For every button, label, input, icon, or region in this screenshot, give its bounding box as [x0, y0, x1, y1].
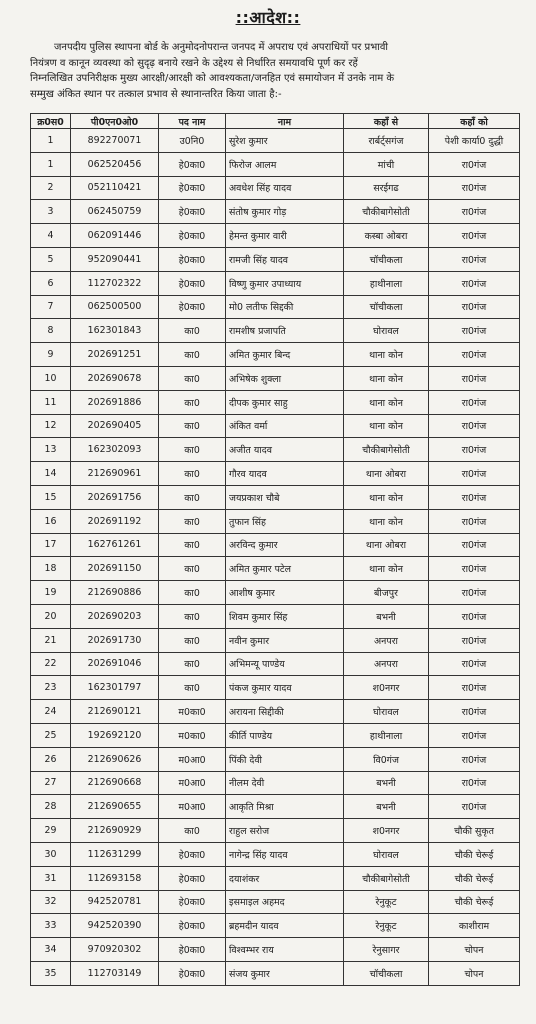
header-from: कहाँ से — [344, 114, 429, 129]
cell-to: रा0गंज — [429, 414, 520, 438]
cell-to: चोपन — [429, 961, 520, 985]
cell-from: रार्बर्ट्सगंज — [344, 129, 429, 153]
cell-name: मो0 लतीफ सिद्दकी — [226, 295, 344, 319]
table-row — [31, 795, 520, 819]
cell-name: अरविन्द कुमार — [226, 533, 344, 557]
table-row — [31, 604, 520, 628]
cell-name: अमित कुमार बिन्द — [226, 343, 344, 367]
cell-to: चौकी चेरूई — [429, 842, 520, 866]
cell-serial-no: 22 — [31, 652, 71, 676]
cell-serial-no: 33 — [31, 914, 71, 938]
table-row — [31, 319, 520, 343]
header-to: कहाँ को — [429, 114, 520, 129]
table-row — [31, 485, 520, 509]
table-row — [31, 676, 520, 700]
table-row — [31, 938, 520, 962]
cell-name: राहुल सरोज — [226, 819, 344, 843]
table-body — [31, 129, 520, 986]
cell-from: कस्बा ओबरा — [344, 224, 429, 248]
cell-name: तुफान सिंह — [226, 509, 344, 533]
cell-name: संजय कुमार — [226, 961, 344, 985]
cell-rank: हे0का0 — [159, 271, 226, 295]
cell-serial-no: 6 — [31, 271, 71, 295]
cell-rank: का0 — [159, 390, 226, 414]
intro-line: जनपदीय पुलिस स्थापना बोर्ड के अनुमोदनोपरान्त जनपद में अपराध एवं अपराधियों पर प्रभावी — [54, 42, 389, 53]
cell-name: अरायना सिद्दीकी — [226, 700, 344, 724]
cell-rank: म0आ0 — [159, 771, 226, 795]
cell-serial-no: 29 — [31, 819, 71, 843]
cell-name: रामशीष प्रजापति — [226, 319, 344, 343]
cell-from: बभनी — [344, 604, 429, 628]
cell-to: रा0गंज — [429, 676, 520, 700]
cell-serial-no: 15 — [31, 485, 71, 509]
cell-from: रेनुसागर — [344, 938, 429, 962]
cell-name: पिंकी देवी — [226, 747, 344, 771]
cell-from: चॉचीकला — [344, 961, 429, 985]
cell-serial-no: 11 — [31, 390, 71, 414]
cell-serial-no: 26 — [31, 747, 71, 771]
cell-from: श0नगर — [344, 819, 429, 843]
cell-name: अंकित वर्मा — [226, 414, 344, 438]
cell-to: रा0गंज — [429, 771, 520, 795]
cell-from: घोरावल — [344, 700, 429, 724]
cell-serial-no: 30 — [31, 842, 71, 866]
cell-name: विश्वम्भर राय — [226, 938, 344, 962]
cell-serial-no: 31 — [31, 866, 71, 890]
cell-name: हेमन्त कुमार वारी — [226, 224, 344, 248]
cell-rank: का0 — [159, 819, 226, 843]
cell-serial-no: 5 — [31, 247, 71, 271]
cell-pno: 952090441 — [71, 247, 159, 271]
cell-name: आकृति मिश्रा — [226, 795, 344, 819]
cell-serial-no: 27 — [31, 771, 71, 795]
cell-to: रा0गंज — [429, 438, 520, 462]
table-row — [31, 176, 520, 200]
cell-from: चौकीबागेसोती — [344, 438, 429, 462]
cell-from: वि0गंज — [344, 747, 429, 771]
table-row — [31, 438, 520, 462]
cell-to: रा0गंज — [429, 295, 520, 319]
cell-rank: का0 — [159, 485, 226, 509]
header-rank: पद नाम — [159, 114, 226, 129]
table-row — [31, 819, 520, 843]
cell-name: शिवम कुमार सिंह — [226, 604, 344, 628]
cell-to: रा0गंज — [429, 509, 520, 533]
cell-pno: 202691756 — [71, 485, 159, 509]
table-row — [31, 390, 520, 414]
cell-pno: 112631299 — [71, 842, 159, 866]
cell-to: पेशी कार्या0 दुद्धी — [429, 129, 520, 153]
cell-pno: 202691886 — [71, 390, 159, 414]
order-title: ::आदेश:: — [235, 8, 301, 27]
cell-name: सुरेश कुमार — [226, 129, 344, 153]
cell-name: फिरोज आलम — [226, 152, 344, 176]
cell-to: रा0गंज — [429, 271, 520, 295]
cell-to: रा0गंज — [429, 462, 520, 486]
cell-from: घोरावल — [344, 842, 429, 866]
cell-from: मांची — [344, 152, 429, 176]
cell-rank: हे0का0 — [159, 200, 226, 224]
cell-name: जयप्रकाश चौबे — [226, 485, 344, 509]
cell-serial-no: 7 — [31, 295, 71, 319]
cell-rank: का0 — [159, 533, 226, 557]
cell-rank: का0 — [159, 557, 226, 581]
cell-pno: 212690626 — [71, 747, 159, 771]
cell-to: रा0गंज — [429, 604, 520, 628]
cell-pno: 112693158 — [71, 866, 159, 890]
cell-pno: 202690203 — [71, 604, 159, 628]
cell-to: रा0गंज — [429, 581, 520, 605]
cell-rank: हे0का0 — [159, 247, 226, 271]
cell-serial-no: 35 — [31, 961, 71, 985]
table-header-row — [31, 114, 520, 129]
table-row — [31, 152, 520, 176]
cell-pno: 162301797 — [71, 676, 159, 700]
cell-serial-no: 17 — [31, 533, 71, 557]
cell-name: अभिषेक शुक्ला — [226, 366, 344, 390]
transfer-table — [30, 113, 520, 986]
cell-serial-no: 9 — [31, 343, 71, 367]
table-row — [31, 842, 520, 866]
cell-rank: उ0नि0 — [159, 129, 226, 153]
cell-rank: हे0का0 — [159, 152, 226, 176]
cell-to: रा0गंज — [429, 557, 520, 581]
cell-pno: 202691251 — [71, 343, 159, 367]
cell-rank: हे0का0 — [159, 842, 226, 866]
cell-to: रा0गंज — [429, 533, 520, 557]
cell-from: थाना ओबरा — [344, 462, 429, 486]
cell-rank: का0 — [159, 628, 226, 652]
cell-pno: 202690678 — [71, 366, 159, 390]
cell-rank: का0 — [159, 676, 226, 700]
cell-pno: 062091446 — [71, 224, 159, 248]
cell-rank: हे0का0 — [159, 866, 226, 890]
cell-to: रा0गंज — [429, 176, 520, 200]
cell-serial-no: 3 — [31, 200, 71, 224]
cell-serial-no: 25 — [31, 723, 71, 747]
cell-from: थाना कोन — [344, 557, 429, 581]
cell-pno: 942520781 — [71, 890, 159, 914]
cell-rank: का0 — [159, 509, 226, 533]
cell-from: चॉचीकला — [344, 295, 429, 319]
cell-name: अजीत यादव — [226, 438, 344, 462]
cell-name: संतोष कुमार गोड़ — [226, 200, 344, 224]
cell-rank: हे0का0 — [159, 938, 226, 962]
cell-pno: 942520390 — [71, 914, 159, 938]
cell-serial-no: 14 — [31, 462, 71, 486]
cell-from: चौकीबागेसोती — [344, 866, 429, 890]
order-intro-paragraph — [30, 40, 520, 102]
cell-from: बभनी — [344, 771, 429, 795]
cell-to: रा0गंज — [429, 485, 520, 509]
cell-serial-no: 24 — [31, 700, 71, 724]
table-row — [31, 961, 520, 985]
cell-to: रा0गंज — [429, 652, 520, 676]
table-row — [31, 224, 520, 248]
cell-name: गौरव यादव — [226, 462, 344, 486]
cell-rank: हे0का0 — [159, 176, 226, 200]
header-name: नाम — [226, 114, 344, 129]
cell-name: विष्णु कुमार उपाध्याय — [226, 271, 344, 295]
table-row — [31, 200, 520, 224]
cell-to: रा0गंज — [429, 343, 520, 367]
cell-pno: 192692120 — [71, 723, 159, 747]
header-pno: पी0एन0ओ0 — [71, 114, 159, 129]
cell-pno: 062450759 — [71, 200, 159, 224]
cell-name: इसमाइल अहमद — [226, 890, 344, 914]
cell-name: दीपक कुमार साहु — [226, 390, 344, 414]
cell-serial-no: 34 — [31, 938, 71, 962]
cell-to: रा0गंज — [429, 747, 520, 771]
cell-from: रेनुकूट — [344, 914, 429, 938]
intro-line: सम्मुख अंकित स्थान पर तत्काल प्रभाव से स्थानान्तरित किया जाता है:- — [30, 88, 282, 100]
cell-from: थाना कोन — [344, 390, 429, 414]
table-row — [31, 533, 520, 557]
table-row — [31, 866, 520, 890]
cell-rank: का0 — [159, 652, 226, 676]
table-row — [31, 129, 520, 153]
cell-serial-no: 12 — [31, 414, 71, 438]
cell-rank: हे0का0 — [159, 961, 226, 985]
table-row — [31, 557, 520, 581]
cell-to: रा0गंज — [429, 224, 520, 248]
cell-serial-no: 16 — [31, 509, 71, 533]
table-row — [31, 723, 520, 747]
cell-to: चौकी चेरूई — [429, 890, 520, 914]
cell-pno: 162761261 — [71, 533, 159, 557]
cell-name: ब्रहमदीन यादव — [226, 914, 344, 938]
table-row — [31, 700, 520, 724]
header-serial-no: क्र0स0 — [31, 114, 71, 129]
cell-pno: 202691192 — [71, 509, 159, 533]
cell-rank: म0आ0 — [159, 795, 226, 819]
cell-serial-no: 23 — [31, 676, 71, 700]
cell-from: घोरावल — [344, 319, 429, 343]
cell-rank: हे0का0 — [159, 914, 226, 938]
cell-from: बीजपुर — [344, 581, 429, 605]
cell-pno: 212690655 — [71, 795, 159, 819]
cell-rank: का0 — [159, 414, 226, 438]
cell-pno: 202690405 — [71, 414, 159, 438]
intro-line: निम्नलिखित उपनिरीक्षक मुख्य आरक्षी/आरक्षी को आवश्यकता/जनहित एवं समायोजन में उनके नाम के — [30, 73, 395, 85]
table-row — [31, 747, 520, 771]
table-row — [31, 890, 520, 914]
cell-pno: 212690961 — [71, 462, 159, 486]
cell-name: दयाशंकर — [226, 866, 344, 890]
cell-name: अभिमन्यू पाण्डेय — [226, 652, 344, 676]
cell-from: हाथीनाला — [344, 723, 429, 747]
cell-rank: म0का0 — [159, 700, 226, 724]
cell-pno: 970920302 — [71, 938, 159, 962]
cell-to: चौकी चेरूई — [429, 866, 520, 890]
cell-to: रा0गंज — [429, 152, 520, 176]
table-row — [31, 247, 520, 271]
cell-pno: 162301843 — [71, 319, 159, 343]
cell-rank: का0 — [159, 366, 226, 390]
cell-from: अनपरा — [344, 628, 429, 652]
cell-from: थाना कोन — [344, 509, 429, 533]
table-row — [31, 414, 520, 438]
cell-serial-no: 2 — [31, 176, 71, 200]
cell-from: थाना कोन — [344, 366, 429, 390]
cell-to: रा0गंज — [429, 628, 520, 652]
intro-line: नियंत्रण व कानून व्यवस्था को सुदृढ़ बनाये रखने के उद्देश्य से निर्धारित समयावधि पूर्ण कर रहें — [30, 57, 358, 69]
cell-pno: 212690121 — [71, 700, 159, 724]
cell-rank: म0आ0 — [159, 747, 226, 771]
cell-pno: 062520456 — [71, 152, 159, 176]
table-row — [31, 462, 520, 486]
cell-name: अमित कुमार पटेल — [226, 557, 344, 581]
table-row — [31, 652, 520, 676]
cell-serial-no: 18 — [31, 557, 71, 581]
cell-from: चॉचीकला — [344, 247, 429, 271]
cell-rank: म0का0 — [159, 723, 226, 747]
cell-from: बभनी — [344, 795, 429, 819]
cell-pno: 062500500 — [71, 295, 159, 319]
table-row — [31, 366, 520, 390]
cell-pno: 202691730 — [71, 628, 159, 652]
cell-serial-no: 21 — [31, 628, 71, 652]
cell-to: रा0गंज — [429, 366, 520, 390]
cell-to: रा0गंज — [429, 795, 520, 819]
cell-serial-no: 13 — [31, 438, 71, 462]
cell-serial-no: 32 — [31, 890, 71, 914]
cell-rank: का0 — [159, 581, 226, 605]
cell-to: रा0गंज — [429, 319, 520, 343]
cell-serial-no: 28 — [31, 795, 71, 819]
cell-name: नागेन्द्र सिंह यादव — [226, 842, 344, 866]
cell-from: सरईगढ — [344, 176, 429, 200]
cell-to: रा0गंज — [429, 200, 520, 224]
cell-from: श0नगर — [344, 676, 429, 700]
cell-pno: 202691150 — [71, 557, 159, 581]
cell-pno: 212690668 — [71, 771, 159, 795]
cell-from: थाना कोन — [344, 414, 429, 438]
cell-name: पंकज कुमार यादव — [226, 676, 344, 700]
cell-from: रेनुकूट — [344, 890, 429, 914]
cell-rank: हे0का0 — [159, 890, 226, 914]
cell-from: थाना कोन — [344, 343, 429, 367]
cell-from: चौकीबागेसोती — [344, 200, 429, 224]
cell-to: चौकी सुकृत — [429, 819, 520, 843]
cell-to: रा0गंज — [429, 700, 520, 724]
cell-to: रा0गंज — [429, 723, 520, 747]
table-row — [31, 509, 520, 533]
cell-from: थाना ओबरा — [344, 533, 429, 557]
cell-pno: 212690929 — [71, 819, 159, 843]
cell-to: चोपन — [429, 938, 520, 962]
cell-serial-no: 4 — [31, 224, 71, 248]
cell-pno: 162302093 — [71, 438, 159, 462]
cell-pno: 052110421 — [71, 176, 159, 200]
cell-to: रा0गंज — [429, 247, 520, 271]
table-row — [31, 771, 520, 795]
cell-pno: 112703149 — [71, 961, 159, 985]
cell-rank: का0 — [159, 438, 226, 462]
cell-to: काशीराम — [429, 914, 520, 938]
table-row — [31, 581, 520, 605]
cell-pno: 892270071 — [71, 129, 159, 153]
table-row — [31, 914, 520, 938]
table-row — [31, 628, 520, 652]
cell-from: थाना कोन — [344, 485, 429, 509]
cell-name: नीलम देवी — [226, 771, 344, 795]
cell-rank: हे0का0 — [159, 224, 226, 248]
cell-rank: का0 — [159, 319, 226, 343]
table-row — [31, 271, 520, 295]
cell-serial-no: 1 — [31, 152, 71, 176]
cell-serial-no: 10 — [31, 366, 71, 390]
cell-pno: 212690886 — [71, 581, 159, 605]
cell-serial-no: 8 — [31, 319, 71, 343]
cell-rank: का0 — [159, 462, 226, 486]
cell-rank: हे0का0 — [159, 295, 226, 319]
table-row — [31, 343, 520, 367]
cell-pno: 202691046 — [71, 652, 159, 676]
cell-from: हाथीनाला — [344, 271, 429, 295]
cell-rank: का0 — [159, 604, 226, 628]
cell-name: नवीन कुमार — [226, 628, 344, 652]
table-row — [31, 295, 520, 319]
cell-name: कीर्ति पाण्डेय — [226, 723, 344, 747]
cell-to: रा0गंज — [429, 390, 520, 414]
cell-name: आशीष कुमार — [226, 581, 344, 605]
cell-rank: का0 — [159, 343, 226, 367]
cell-name: अवधेश सिंह यादव — [226, 176, 344, 200]
cell-from: अनपरा — [344, 652, 429, 676]
cell-pno: 112702322 — [71, 271, 159, 295]
cell-serial-no: 20 — [31, 604, 71, 628]
cell-serial-no: 1 — [31, 129, 71, 153]
cell-serial-no: 19 — [31, 581, 71, 605]
cell-name: रामजी सिंह यादव — [226, 247, 344, 271]
